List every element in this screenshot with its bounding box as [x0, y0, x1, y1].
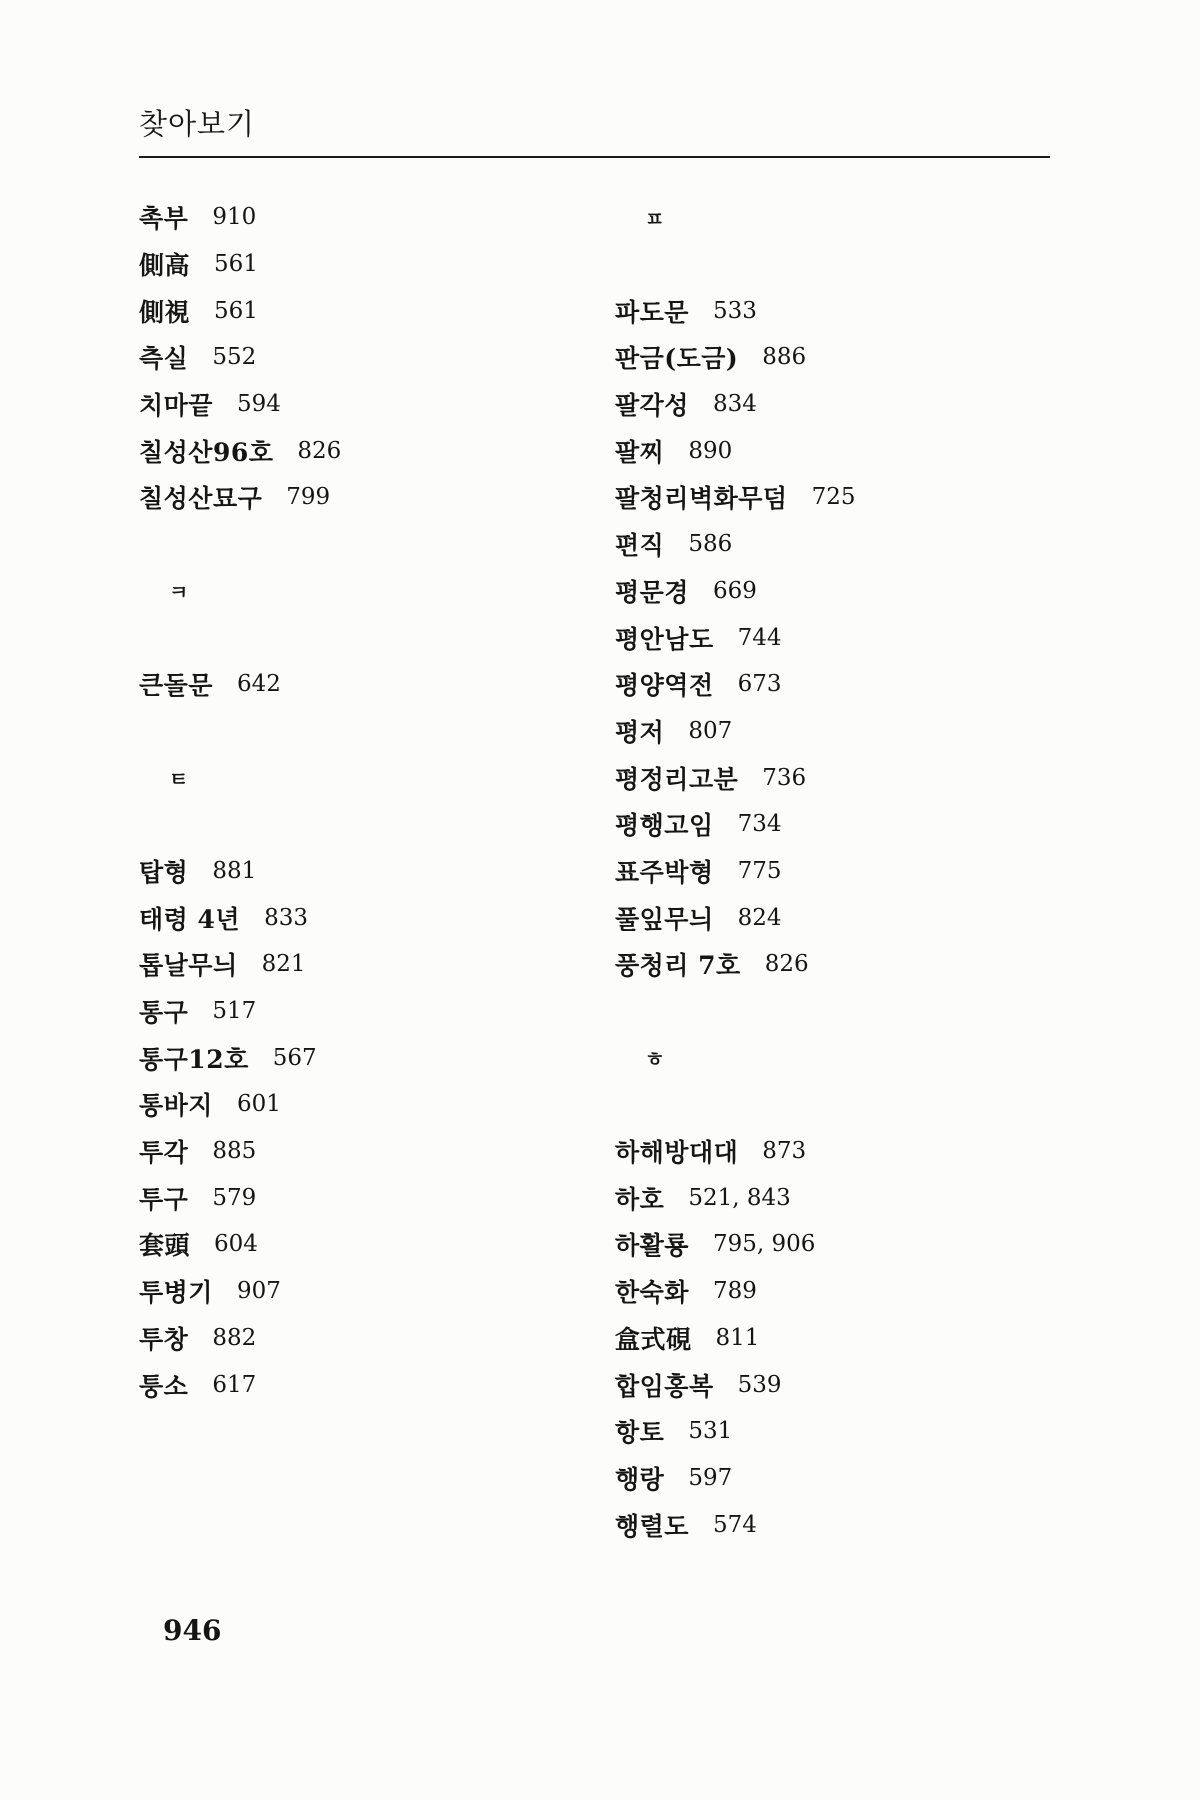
index-entry — [139, 1315, 599, 1362]
index-entry — [615, 1221, 1075, 1268]
index-term: 통구12호 — [139, 1044, 249, 1074]
section-heading: ㅋ — [169, 580, 189, 605]
index-page-ref: 807 — [688, 717, 733, 744]
index-page-ref: 910 — [212, 204, 257, 231]
index-page-ref: 873 — [762, 1138, 807, 1165]
blank-line — [139, 801, 599, 848]
index-term: 평문경 — [615, 577, 689, 607]
index-entry — [139, 287, 599, 334]
index-page-ref: 531 — [688, 1418, 733, 1445]
blank-line — [139, 521, 599, 568]
index-term: 한숙화 — [615, 1278, 689, 1308]
index-page-ref: 561 — [214, 297, 258, 324]
index-term: 평정리고분 — [615, 764, 739, 794]
index-term: 파도문 — [615, 297, 689, 327]
index-entry — [615, 474, 1075, 521]
index-entry — [615, 1315, 1075, 1362]
index-page-ref: 586 — [688, 531, 733, 558]
index-page-ref: 826 — [764, 951, 809, 978]
section-heading: ㅎ — [645, 1047, 665, 1072]
index-page-ref: 604 — [214, 1231, 258, 1258]
index-term: 하해방대대 — [615, 1138, 739, 1168]
index-entry — [615, 894, 1075, 941]
index-page-ref: 669 — [712, 577, 757, 604]
index-term: 풍청리 7호 — [615, 951, 741, 981]
index-page-ref: 775 — [737, 857, 782, 884]
index-page-ref: 579 — [212, 1184, 257, 1211]
blank-line — [615, 988, 1075, 1035]
section-heading-row — [139, 568, 599, 615]
index-entry — [139, 1081, 599, 1128]
index-term: 側高 — [139, 251, 191, 281]
index-entry — [139, 894, 599, 941]
index-entry — [615, 1174, 1075, 1221]
index-entry — [139, 381, 599, 428]
index-term: 통구 — [139, 998, 189, 1028]
index-term: 태령 4년 — [139, 904, 241, 934]
index-term: 투각 — [139, 1138, 189, 1168]
index-term: 편직 — [615, 531, 665, 561]
index-page-ref: 833 — [264, 904, 308, 931]
index-term: 하활룡 — [615, 1231, 689, 1261]
index-term: 촉부 — [139, 204, 189, 234]
index-entry — [615, 521, 1075, 568]
index-entry — [139, 661, 599, 708]
index-entry — [615, 1128, 1075, 1175]
index-page-ref: 533 — [712, 297, 757, 324]
index-term: 항토 — [615, 1418, 665, 1448]
index-column-left — [139, 194, 599, 1408]
index-page-ref: 517 — [212, 998, 257, 1025]
index-term: 톱날무늬 — [139, 951, 238, 981]
index-entry — [615, 1501, 1075, 1548]
index-page-ref: 811 — [715, 1324, 760, 1351]
index-term: 칠성산묘구 — [139, 484, 263, 514]
section-heading-row — [615, 194, 1075, 241]
index-page-ref: 539 — [737, 1371, 782, 1398]
index-page-ref: 617 — [212, 1371, 257, 1398]
index-term: 탑형 — [139, 857, 189, 887]
index-page-ref: 890 — [688, 437, 733, 464]
index-page-ref: 882 — [212, 1324, 257, 1351]
index-entry — [615, 334, 1075, 381]
index-entry — [139, 474, 599, 521]
index-term: 투병기 — [139, 1278, 213, 1308]
index-term: 평양역전 — [615, 671, 714, 701]
index-page-ref: 826 — [297, 437, 342, 464]
page-number: 946 — [163, 1614, 222, 1647]
index-entry — [139, 427, 599, 474]
index-entry — [139, 988, 599, 1035]
index-page-ref: 594 — [236, 391, 281, 418]
index-term: 행랑 — [615, 1464, 665, 1494]
blank-line — [139, 614, 599, 661]
blank-line — [615, 241, 1075, 288]
index-page-ref: 886 — [762, 344, 807, 371]
index-page-ref: 574 — [712, 1511, 757, 1538]
index-entry — [139, 1221, 599, 1268]
index-term: 통바지 — [139, 1091, 213, 1121]
index-term: 평안남도 — [615, 624, 714, 654]
index-entry — [615, 661, 1075, 708]
index-page-ref: 821 — [261, 951, 306, 978]
page-header-title: 찾아보기 — [139, 107, 256, 141]
index-entry — [615, 568, 1075, 615]
index-term: 큰돌문 — [139, 671, 213, 701]
index-page-ref: 552 — [212, 344, 257, 371]
index-term: 치마끝 — [139, 391, 213, 421]
index-term: 측실 — [139, 344, 189, 374]
index-term: 팔각성 — [615, 391, 689, 421]
index-entry — [139, 1268, 599, 1315]
index-page-ref: 725 — [811, 484, 856, 511]
index-term: 套頭 — [139, 1231, 191, 1261]
section-heading: ㅌ — [169, 767, 189, 792]
index-entry — [615, 708, 1075, 755]
blank-line — [615, 1081, 1075, 1128]
index-page-ref: 907 — [236, 1278, 281, 1305]
index-page-ref: 673 — [737, 671, 782, 698]
index-term: 투구 — [139, 1184, 189, 1214]
index-entry — [615, 381, 1075, 428]
index-page-ref: 597 — [688, 1464, 733, 1491]
index-term: 하호 — [615, 1184, 665, 1214]
section-heading-row — [139, 754, 599, 801]
index-entry — [615, 614, 1075, 661]
index-entry — [615, 1455, 1075, 1502]
index-entry — [615, 848, 1075, 895]
index-term: 판금(도금) — [615, 344, 739, 374]
index-entry — [615, 287, 1075, 334]
index-page-ref: 834 — [712, 391, 757, 418]
index-entry — [139, 241, 599, 288]
index-entry — [139, 1174, 599, 1221]
index-page-ref: 734 — [737, 811, 782, 838]
index-page-ref: 601 — [236, 1091, 281, 1118]
index-term: 盒式硯 — [615, 1324, 692, 1354]
index-entry — [615, 941, 1075, 988]
index-term: 팔청리벽화무덤 — [615, 484, 788, 514]
index-column-right — [615, 194, 1075, 1548]
index-page-ref: 744 — [737, 624, 782, 651]
index-entry — [615, 427, 1075, 474]
index-page-ref: 885 — [212, 1138, 257, 1165]
index-entry — [139, 194, 599, 241]
index-entry — [139, 1361, 599, 1408]
index-entry — [139, 1034, 599, 1081]
index-entry — [615, 1408, 1075, 1455]
index-entry — [615, 1268, 1075, 1315]
index-term: 평저 — [615, 717, 665, 747]
index-term: 평행고임 — [615, 811, 714, 841]
index-page-ref: 824 — [737, 904, 782, 931]
index-entry — [615, 801, 1075, 848]
index-entry — [139, 334, 599, 381]
index-page-ref: 799 — [286, 484, 331, 511]
section-heading-row — [615, 1034, 1075, 1081]
index-page-ref: 521, 843 — [688, 1184, 791, 1211]
index-term: 팔찌 — [615, 437, 665, 467]
index-page-ref: 789 — [712, 1278, 757, 1305]
index-term: 합임홍복 — [615, 1371, 714, 1401]
index-page-ref: 795, 906 — [712, 1231, 816, 1258]
index-page-ref: 561 — [214, 251, 258, 278]
index-page-ref: 881 — [212, 857, 257, 884]
index-term: 풀잎무늬 — [615, 904, 714, 934]
index-term: 퉁소 — [139, 1371, 189, 1401]
index-term: 투창 — [139, 1324, 189, 1354]
blank-line — [139, 708, 599, 755]
index-entry — [139, 848, 599, 895]
index-page-ref: 736 — [762, 764, 807, 791]
section-heading: ㅍ — [645, 206, 665, 231]
index-entry — [615, 754, 1075, 801]
index-entry — [139, 1128, 599, 1175]
index-page-ref: 567 — [272, 1044, 317, 1071]
index-entry — [615, 1361, 1075, 1408]
index-entry — [139, 941, 599, 988]
index-term: 側視 — [139, 297, 191, 327]
index-page-ref: 642 — [236, 671, 281, 698]
index-term: 행렬도 — [615, 1511, 689, 1541]
header-rule — [139, 156, 1050, 158]
index-term: 표주박형 — [615, 857, 714, 887]
index-term: 칠성산96호 — [139, 437, 274, 467]
